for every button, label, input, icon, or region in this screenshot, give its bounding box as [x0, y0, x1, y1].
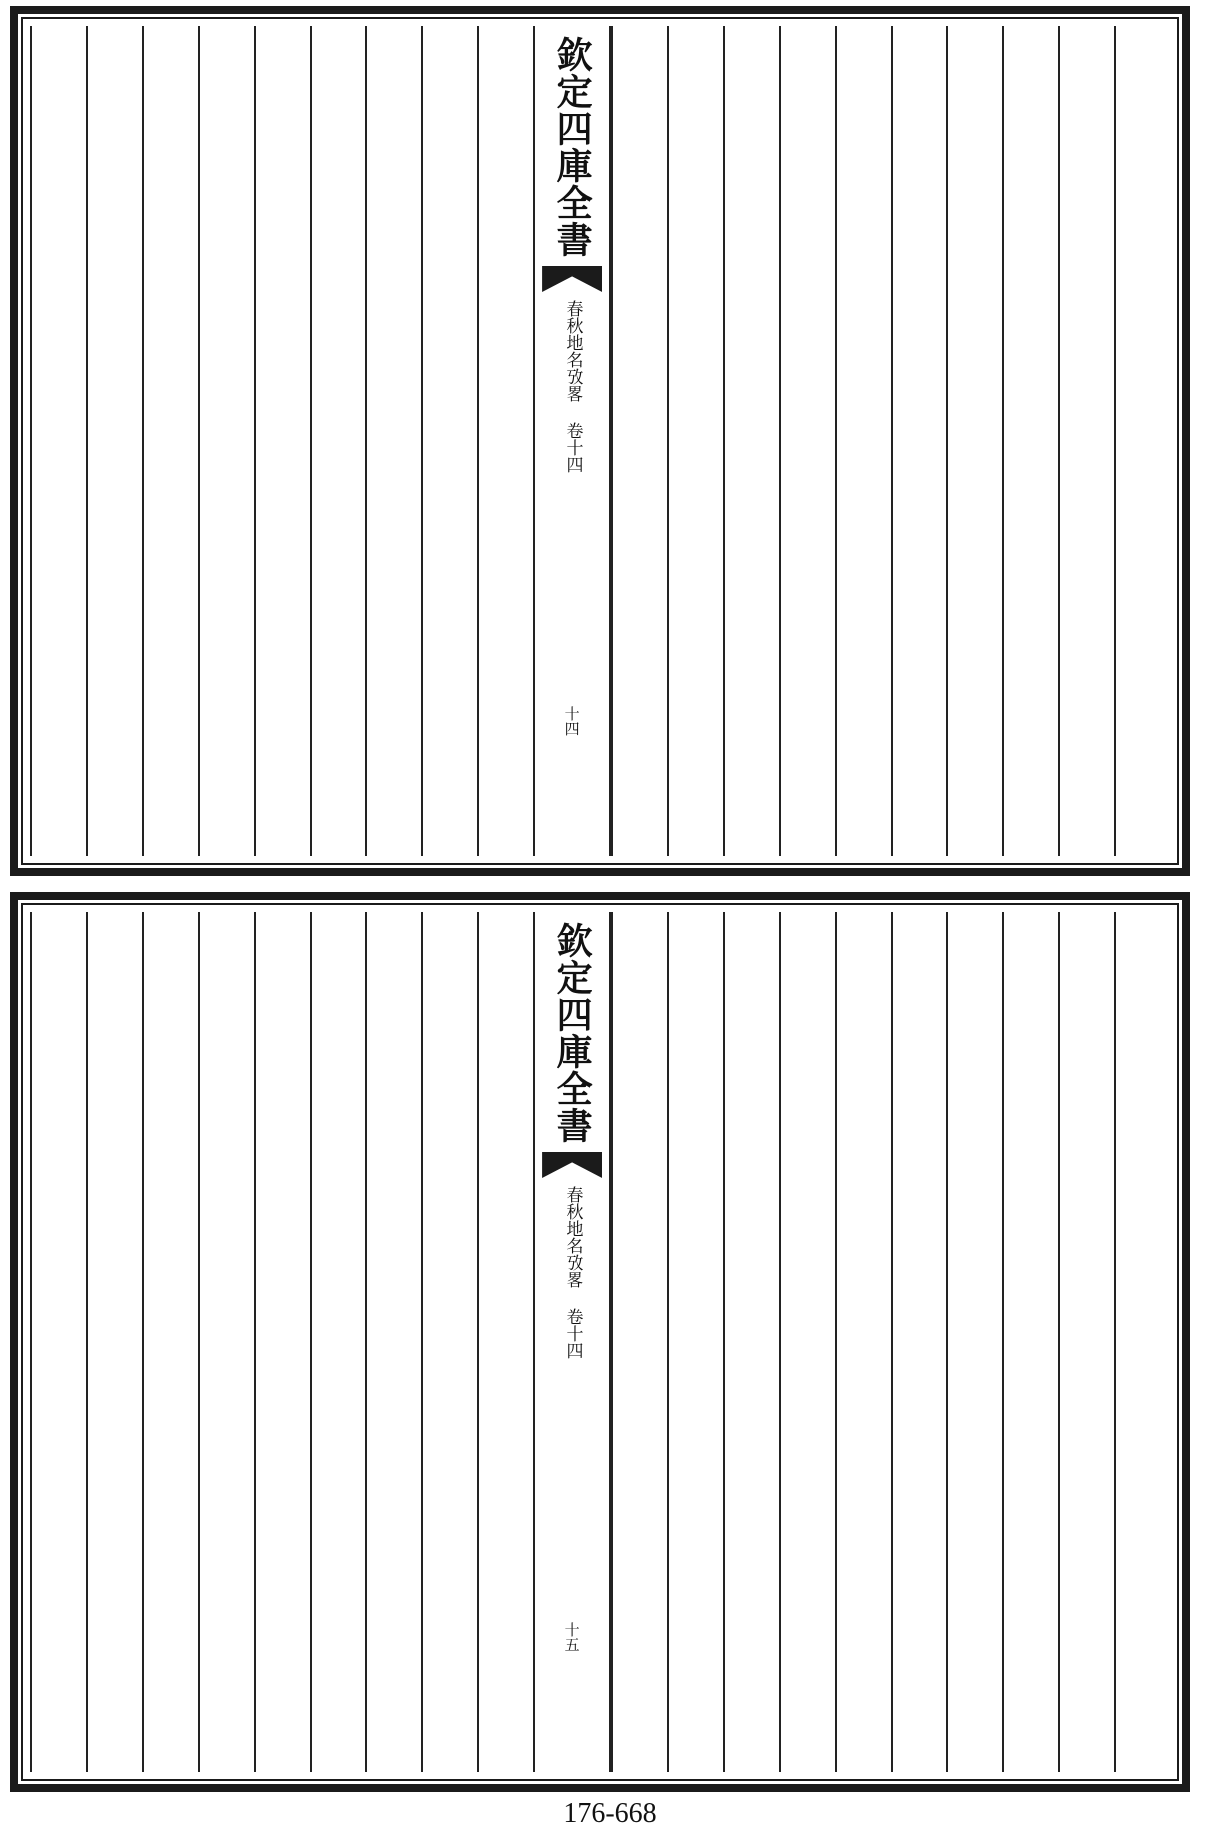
text-column — [310, 26, 366, 856]
text-column — [891, 26, 947, 856]
text-column — [779, 912, 835, 1772]
text-column — [835, 912, 891, 1772]
text-column — [198, 912, 254, 1772]
text-column — [421, 912, 477, 1772]
text-column — [946, 912, 1002, 1772]
text-column — [1058, 912, 1114, 1772]
text-column — [891, 912, 947, 1772]
text-column — [1114, 26, 1170, 856]
text-column — [142, 26, 198, 856]
text-column — [477, 912, 533, 1772]
bottom-leaf-columns — [30, 912, 1170, 1772]
leaf-page-marker: 十五 — [562, 1622, 581, 1652]
text-column — [611, 26, 667, 856]
top-leaf-columns — [30, 26, 1170, 856]
text-column — [667, 26, 723, 856]
center-fold — [533, 912, 611, 1772]
text-column — [30, 912, 86, 1772]
leaf-page-marker: 十四 — [562, 706, 581, 736]
text-column — [86, 26, 142, 856]
text-column — [30, 26, 86, 856]
fishtail-mark — [542, 266, 602, 292]
text-column — [611, 912, 667, 1772]
chapter-label: 春秋地名攷畧 卷十四 — [562, 300, 583, 473]
text-column — [365, 912, 421, 1772]
text-column — [946, 26, 1002, 856]
fishtail-mark — [542, 1152, 602, 1178]
text-column — [142, 912, 198, 1772]
book-title: 欽定四庫全書 — [551, 922, 594, 1144]
center-fold — [533, 26, 611, 856]
text-column — [254, 912, 310, 1772]
text-column — [1002, 26, 1058, 856]
text-column — [723, 26, 779, 856]
book-title: 欽定四庫全書 — [551, 36, 594, 258]
text-column — [667, 912, 723, 1772]
text-column — [310, 912, 366, 1772]
text-column — [365, 26, 421, 856]
text-column — [1002, 912, 1058, 1772]
page-number: 176-668 — [563, 1798, 657, 1829]
text-column — [1114, 912, 1170, 1772]
text-column — [477, 26, 533, 856]
text-column — [86, 912, 142, 1772]
chapter-label: 春秋地名攷畧 卷十四 — [562, 1186, 583, 1359]
top-leaf — [10, 6, 1190, 876]
text-column — [254, 26, 310, 856]
text-column — [1058, 26, 1114, 856]
bottom-leaf — [10, 892, 1190, 1792]
text-column — [198, 26, 254, 856]
text-column — [421, 26, 477, 856]
text-column — [779, 26, 835, 856]
text-column — [835, 26, 891, 856]
text-column — [723, 912, 779, 1772]
